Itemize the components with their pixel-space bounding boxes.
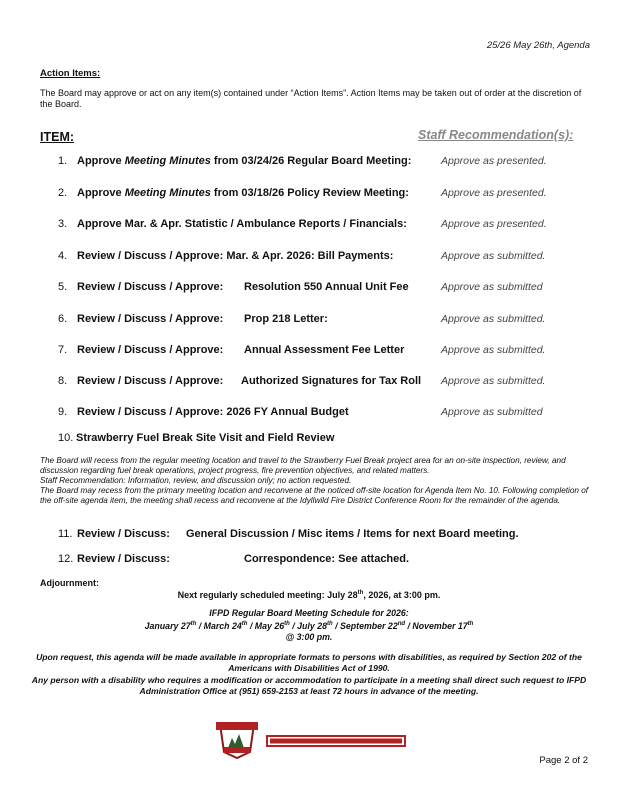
item-text: Review / Discuss / Approve: [77,375,224,387]
agenda-item-6 [58,313,328,325]
recommendation-5: Approve as submitted [441,281,543,293]
agenda-item-5 [58,281,409,293]
item-number: 1. [58,155,68,167]
next-meeting: Next regularly scheduled meeting: July 28th, 2026, at 3:00 pm. [177,590,441,600]
item-number: 3. [58,218,68,230]
recommendation-2: Approve as presented. [441,187,547,199]
item-text: Review / Discuss / Approve: [77,281,224,293]
schedule-title: IFPD Regular Board Meeting Schedule for 2026: [209,608,409,618]
item-text: Approve [77,187,125,199]
agenda-item-9 [58,406,349,418]
item-subject: Resolution 550 Annual Unit Fee [244,281,409,293]
agenda-item-1 [58,155,411,167]
item-text-italic: Meeting Minutes [124,187,211,199]
recommendation-6: Approve as submitted. [441,313,546,325]
item-number: 10. [58,432,74,444]
accessibility-notice: Upon request, this agenda will be made available in appropriate formats to persons with disabilities, as required by Section 202 of the Americans with Disabilities Act of 1990. [36,652,582,673]
item-text: Review / Discuss / Approve: [77,344,224,356]
item-text: Approve Mar. & Apr. Statistic / Ambulance Reports / Financials: [77,218,407,230]
item-text-italic: Meeting Minutes [124,155,211,167]
schedule-time: @ 3:00 pm. [285,631,333,642]
item-number: 2. [58,187,68,199]
item-text: Review / Discuss / Approve: Mar. & Apr. 2026: Bill Payments: [77,250,394,262]
recommendation-9: Approve as submitted [441,406,543,418]
item-subject: Prop 218 Letter: [244,313,328,325]
action-items-title: Action Items: [40,68,101,79]
header-date: 25/26 May 26th, Agenda [486,40,590,51]
item-subject: Correspondence: See attached. [244,553,410,565]
meeting-schedule [0,608,618,643]
agenda-item-8 [58,375,422,387]
item-column-heading: ITEM: [40,130,75,144]
item-number: 8. [58,375,68,387]
item-10-recess-note: The Board may recess from the primary meeting location and reconvene at the noticed off-site location for Agenda Item No. 10. Following completion of the off-site agenda item, the meeting shall recess and reconvene at the Idyllwild Fire District Conference Room for the remainder of the agenda. [40,486,589,505]
agenda-item-12 [58,553,410,565]
item-number: 5. [58,281,68,293]
agenda-item-10 [58,432,334,444]
item-10-staff-recommendation: Staff Recommendation: Information, review, and discussion only; no action requested. [40,476,352,485]
accommodation-notice: Any person with a disability who requires a modification or accommodation to participate in a meeting shall direct such request to IFPD Administration Office at (951) 659-2153 at least 72 hours in advance of the meeting. [31,675,587,696]
recommendation-1: Approve as presented. [441,155,547,167]
recommendation-3: Approve as presented. [441,218,547,230]
item-number: 7. [58,344,68,356]
agenda-item-3 [58,218,407,230]
agenda-item-4 [58,250,393,262]
recommendation-7: Approve as submitted. [441,344,546,356]
recommendation-8: Approve as submitted. [441,375,546,387]
item-text: Review / Discuss: [77,553,170,565]
item-subject: Authorized Signatures for Tax Roll [241,375,422,387]
agenda-item-2 [58,187,409,199]
adjournment-label: Adjournment: [40,578,99,588]
item-text: Approve [77,155,125,167]
item-10-details [40,456,590,506]
item-subject: Annual Assessment Fee Letter [244,344,405,356]
item-text: from 03/18/26 Policy Review Meeting: [210,187,409,199]
staff-recommendation-heading: Staff Recommendation(s): [418,128,574,142]
agenda-item-7 [58,344,405,356]
item-10-description: The Board will recess from the regular meeting location and travel to the Strawberry Fuel Break project area for an on-site inspection, review, and discussion regarding fuel break operations, project progress, fire prevention objectives, and related matters. [40,456,566,475]
recommendation-4: Approve as submitted. [441,250,546,262]
schedule-dates: January 27th / March 24th / May 26th / July 28th / September 22nd / November 17th [144,620,474,631]
item-text: Review / Discuss: [77,528,170,540]
idyllwild-fire-logo [214,718,414,760]
item-text: Review / Discuss / Approve: [77,313,224,325]
agenda-item-11 [58,528,519,540]
item-subject: General Discussion / Misc items / Items for next Board meeting. [186,528,519,540]
item-number: 12. [58,553,74,565]
item-number: 4. [58,250,68,262]
item-text: Strawberry Fuel Break Site Visit and Field Review [76,432,335,444]
item-number: 6. [58,313,68,325]
action-items-description: The Board may approve or act on any item(s) contained under “Action Items”. Action Items may be taken out of order at the discretion of the Board. [40,88,582,109]
item-text: from 03/24/26 Regular Board Meeting: [210,155,412,167]
item-number: 9. [58,406,68,418]
item-text: Review / Discuss / Approve: 2026 FY Annual Budget [77,406,349,418]
item-number: 11. [58,528,73,540]
fire-badge-icon [214,718,414,760]
page-number: Page 2 of 2 [539,755,588,766]
